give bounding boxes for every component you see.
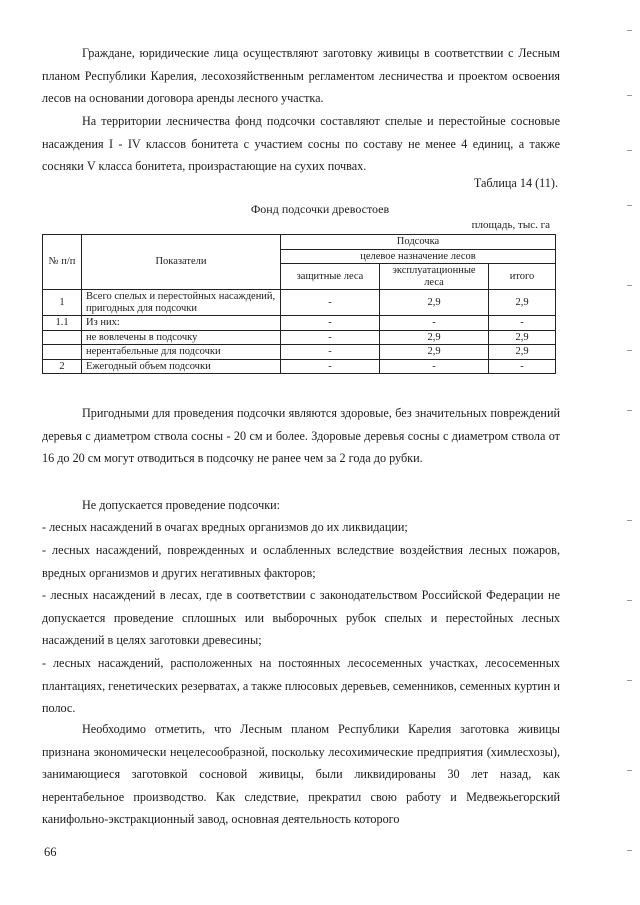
header-purpose: целевое назначение лесов [281, 249, 556, 264]
scan-edge-mark [627, 350, 632, 351]
table-row: не вовлечены в подсочку - 2,9 2,9 [43, 330, 556, 345]
scan-edge-mark [627, 850, 632, 851]
bullet-damaged-stands: - лесных насаждений, поврежденных и ослабленных вследствие воздействия лесных пожаров, вредных организмов и других негативных факторов; [42, 543, 560, 580]
scan-edge-mark [627, 95, 632, 96]
table-row: нерентабельные для подсочки - 2,9 2,9 [43, 345, 556, 360]
header-num: № п/п [43, 235, 82, 290]
scan-edge-mark [627, 410, 632, 411]
header-podsochka: Подсочка [281, 235, 556, 250]
header-total: итого [489, 264, 556, 290]
scan-edge-mark [627, 680, 632, 681]
scan-edge-mark [627, 150, 632, 151]
scan-edge-mark [627, 285, 632, 286]
header-protective: защитные леса [281, 264, 380, 290]
table-caption-number: Таблица 14 (11). [473, 176, 558, 190]
table-title: Фонд подсочки древостоев [250, 202, 390, 216]
header-indicators: Показатели [82, 235, 281, 290]
scan-edge-mark [627, 770, 632, 771]
scan-edge-mark [627, 600, 632, 601]
podsochka-fund-table [42, 234, 556, 374]
table-row: 1 Всего спелых и перестойных насаждений, пригодных для подсочки - 2,9 2,9 [43, 290, 556, 316]
scan-edge-mark [627, 205, 632, 206]
bullet-seed-plots: - лесных насаждений, расположенных на постоянных лесосеменных участках, лесосеменных плантациях, генетических резерватах, а также плюсовых деревьев, семенников, семенных куртин и полос. [42, 656, 560, 716]
paragraph-economic-note: Необходимо отметить, что Лесным планом Республики Карелия заготовка живицы признана экономически нецелесообразной, поскольку лесохимические предприятия (химлесхозы), занимающиеся заготовкой сосновой живицы, были ликвидированы 30 лет назад, как нерентабельное производство. Как следствие, прекратил свою работу и Медвежьегорский канифольно-экстракционный завод, основная деятельность которого [42, 722, 560, 827]
header-exploitation: эксплуатационные леса [380, 264, 489, 290]
bullet-pest-foci: - лесных насаждений в очагах вредных организмов до их ликвидации; [42, 520, 408, 534]
scan-edge-mark [627, 30, 632, 31]
table-row: 2 Ежегодный объем подсочки - - - [43, 359, 556, 374]
paragraph-fund-composition: На территории лесничества фонд подсочки составляют спелые и перестойные сосновые насаждения I - IV классов бонитета с участием сосны по составу не менее 4 единиц, а также сосняки V класса бонитета, произрастающие на сухих почвах. [42, 114, 560, 174]
table-row: 1.1 Из них: - - - [43, 316, 556, 331]
table-unit: площадь, тыс. га [471, 219, 550, 231]
scan-edge-mark [627, 520, 632, 521]
bullet-no-felling-forests: - лесных насаждений в лесах, где в соответствии с законодательством Российской Федерации не допускается проведение сплошных или выборочных рубок спелых и перестойных лесных насаждений в целях заготовки древесины; [42, 588, 560, 648]
paragraph-prohibited-intro: Не допускается проведение подсочки: [82, 498, 281, 512]
paragraph-harvest-basis: Граждане, юридические лица осуществляют заготовку живицы в соответствии с Лесным планом Республики Карелия, лесохозяйственным регламентом лесничества и проектом освоения лесов на основании договора аренды лесного участка. [42, 46, 560, 106]
page-number: 66 [44, 845, 57, 859]
paragraph-suitable-trees: Пригодными для проведения подсочки являются здоровые, без значительных повреждений деревья с диаметром ствола сосны - 20 см и более. Здоровые деревья сосны с диаметром ствола от 16 до 20 см могут отводиться в подсочку не ранее чем за 2 года до рубки. [42, 406, 560, 466]
